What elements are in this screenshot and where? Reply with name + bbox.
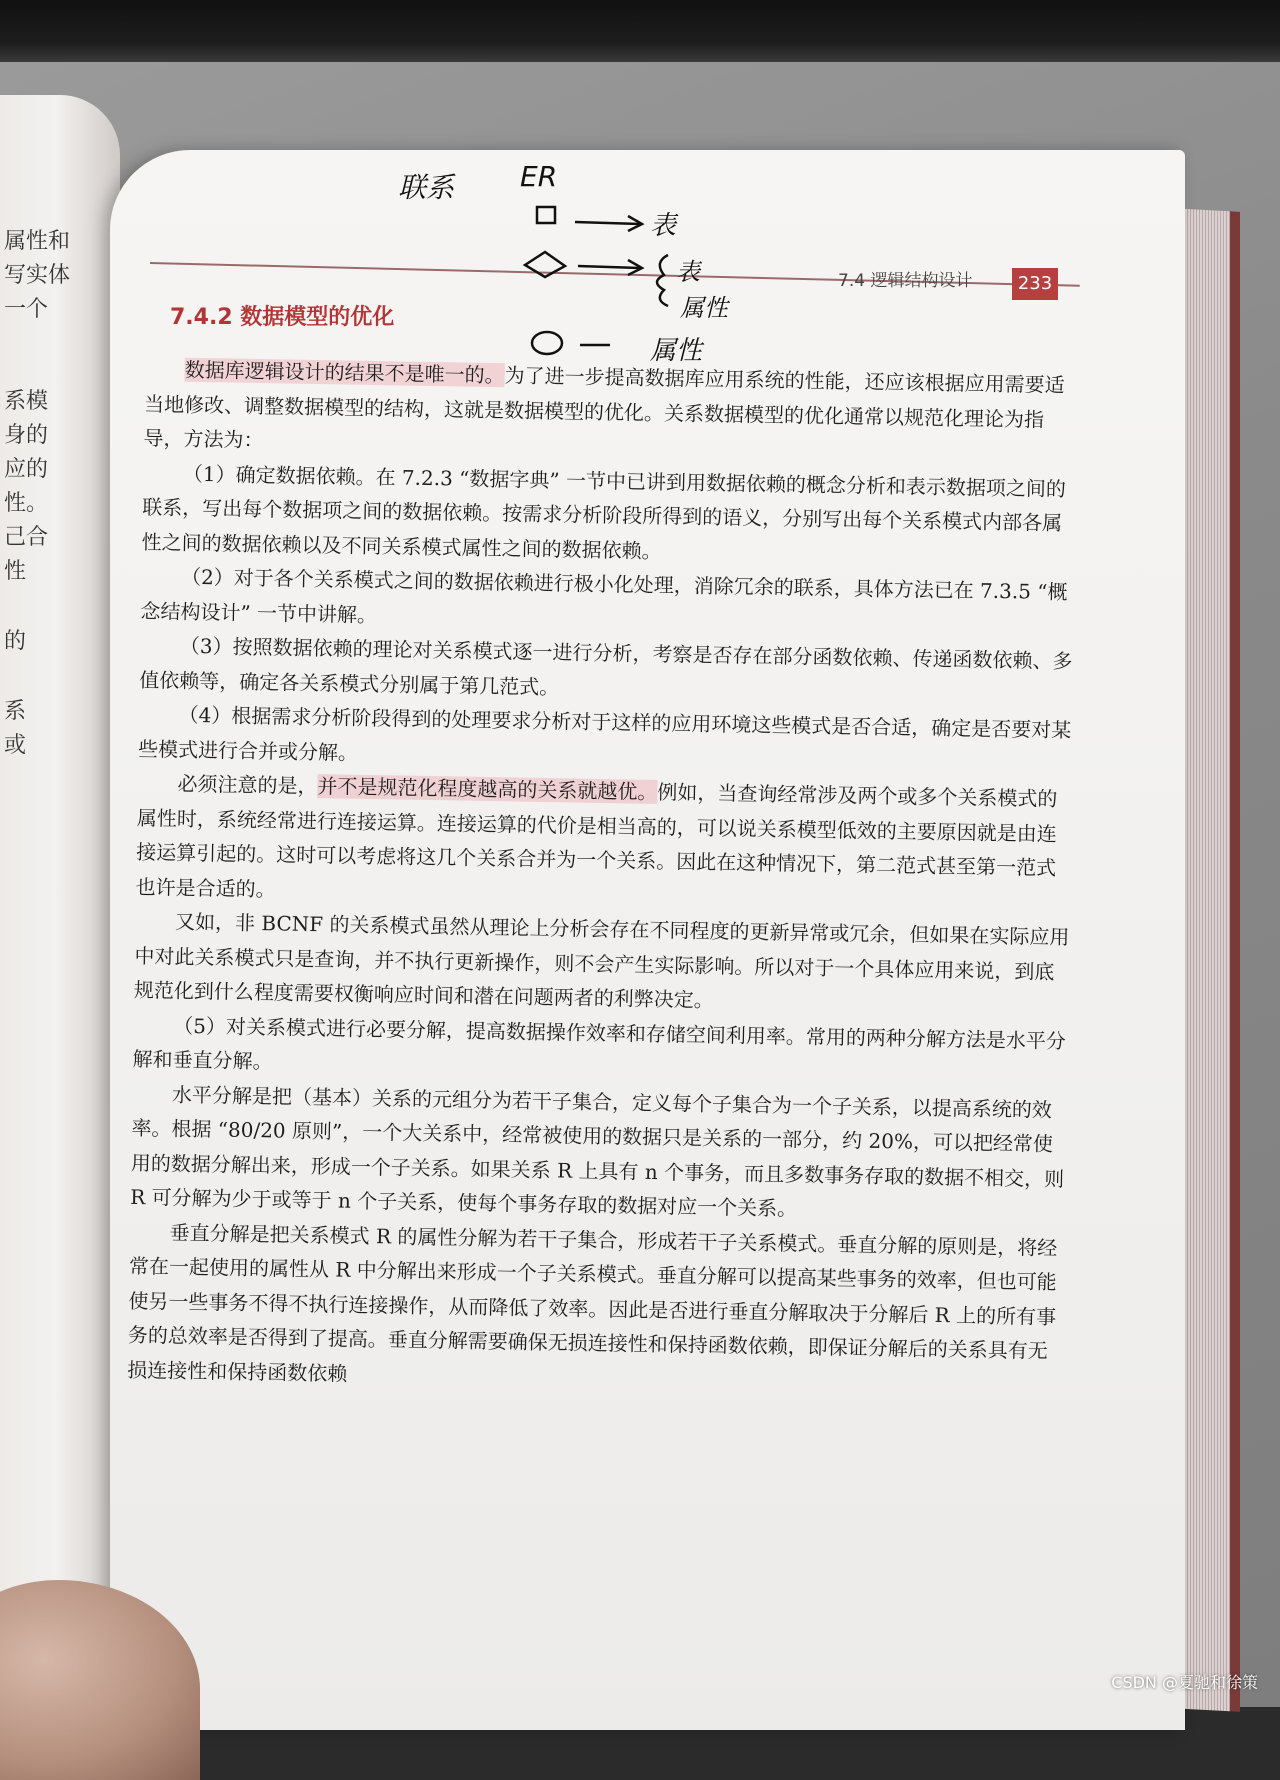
left-page-fragment: 己合 bbox=[4, 525, 49, 550]
body-text bbox=[127, 352, 1080, 1403]
paragraph-text: 为了进一步提高数据库应用系统的性能，还应该根据应用需要适当地修改、调整数据模型的结构，这就是数据模型的优化。关系数据模型的优化通常以规范化理论为指导，方法为： bbox=[143, 363, 1065, 453]
left-page-fragment: 系 bbox=[4, 699, 27, 724]
left-page-fragment: 属性和 bbox=[4, 229, 71, 254]
left-page-fragment: 写实体 bbox=[4, 263, 71, 288]
brace-symbol bbox=[657, 255, 668, 306]
paragraph: 又如，非 BCNF 的关系模式虽然从理论上分析会存在不同程度的更新异常或冗余，但如果在实际应用中对此关系模式只是查询，并不执行更新操作，则不会产生实际影响。所以对于一个具体应用来说，到底规范化到什么程度需要权衡响应时间和潜在问题两者的利弊决定。 bbox=[133, 909, 1070, 1013]
handwritten-annotation bbox=[0, 0, 1280, 400]
left-page-fragment: 性。 bbox=[4, 491, 49, 516]
page-number: 233 bbox=[1012, 268, 1058, 300]
handwritten-label: 属性 bbox=[650, 336, 703, 366]
left-page-fragment: 的 bbox=[4, 629, 27, 654]
diamond-symbol bbox=[525, 252, 565, 277]
highlighted-text: 数据库逻辑设计的结果不是唯一的。 bbox=[184, 357, 505, 388]
paragraph-text: 必须注意的是， bbox=[177, 771, 318, 799]
handwritten-label: 属性 bbox=[680, 294, 728, 322]
highlighted-text: 并不是规范化程度越高的关系就越优。 bbox=[317, 774, 658, 805]
left-page-fragment: 或 bbox=[4, 733, 27, 758]
watermark: CSDN @夏驰和徐策 bbox=[1111, 1673, 1258, 1692]
paragraph-text: 例如，当查询经常涉及两个或多个关系模式的属性时，系统经常进行连接运算。连接运算的代价是相当高的，可以说关系模型低效的主要原因就是由连接运算引起的。这时可以考虑将这几个关系合并为一个关系。因此在这种情况下，第二范式甚至第一范式也许是合适的。 bbox=[135, 780, 1058, 901]
handwritten-label: 表 bbox=[650, 211, 677, 241]
left-page-fragment: 性 bbox=[4, 559, 27, 584]
paragraph: （1）确定数据依赖。在 7.2.3 “数据字典” 一节中已讲到用数据依赖的概念分析和表示数据项之间的联系，写出每个数据项之间的数据依赖。按需求分析阶段所得到的语义，分别写出每个关系模式内部各属性之间的数据依赖以及不同关系模式属性之间的数据依赖。 bbox=[141, 461, 1067, 563]
paragraph: （4）根据需求分析阶段得到的处理要求分析对于这样的应用环境这些模式是否合适，确定是否要对某些模式进行合并或分解。 bbox=[137, 702, 1072, 765]
left-page-fragment: 应的 bbox=[4, 457, 49, 482]
paragraph: 水平分解是把（基本）关系的元组分为若干子集合，定义每个子集合为一个子关系，以提高系统的效率。根据 “80/20 原则”，一个大关系中，经常被使用的数据只是关系的一部分，约 20%，可以把经常使用的数据分解出来，形成一个子关系。如果关系 R 上具有 n 个事务，而且多数事务存取的数据不相交，则 R 可分解为少于或等于 n 个子关系，使每个事务存取的数据对应一个关系。 bbox=[130, 1082, 1065, 1221]
paragraph: （2）对于各个关系模式之间的数据依赖进行极小化处理，消除冗余的联系，具体方法已在 7.3.5 “概念结构设计” 一节中讲解。 bbox=[140, 564, 1068, 627]
rectangle-symbol bbox=[537, 207, 555, 223]
running-header: 7.4 逻辑结构设计 bbox=[838, 271, 973, 291]
ellipse-symbol bbox=[532, 332, 562, 354]
left-page-fragment: 系模 bbox=[4, 389, 49, 414]
handwritten-label: 联系 bbox=[398, 171, 455, 204]
paragraph: 垂直分解是把关系模式 R 的属性分解为若干子集合，形成若干子关系模式。垂直分解的原则是，将经常在一起使用的属性从 R 中分解出来形成一个子关系模式。垂直分解可以提高某些事务的效率，但也可能使另一些事务不得不执行连接操作，从而降低了效率。因此是否进行垂直分解取决于分解后 R 上的所有事务的总效率是否得到了提高。垂直分解需要确保无损连接性和保持函数依赖，即保证分解后的关系具有无损连接性和保持函数依赖 bbox=[127, 1220, 1058, 1386]
handwritten-label: ER bbox=[520, 160, 558, 193]
left-page-fragment: 一个 bbox=[4, 297, 49, 322]
left-page-fragment: 身的 bbox=[4, 423, 49, 448]
section-heading: 7.4.2 数据模型的优化 bbox=[170, 305, 395, 330]
handwritten-label: 表 bbox=[676, 258, 700, 286]
paragraph: （3）按照数据依赖的理论对关系模式逐一进行分析，考察是否存在部分函数依赖、传递函数依赖、多值依赖等，确定各关系模式分别属于第几范式。 bbox=[139, 633, 1073, 699]
paragraph bbox=[135, 766, 1072, 920]
paragraph bbox=[143, 352, 1080, 472]
paragraph: （5）对关系模式进行必要分解，提高数据操作效率和存储空间利用率。常用的两种分解方法是水平分解和垂直分解。 bbox=[132, 1013, 1067, 1074]
